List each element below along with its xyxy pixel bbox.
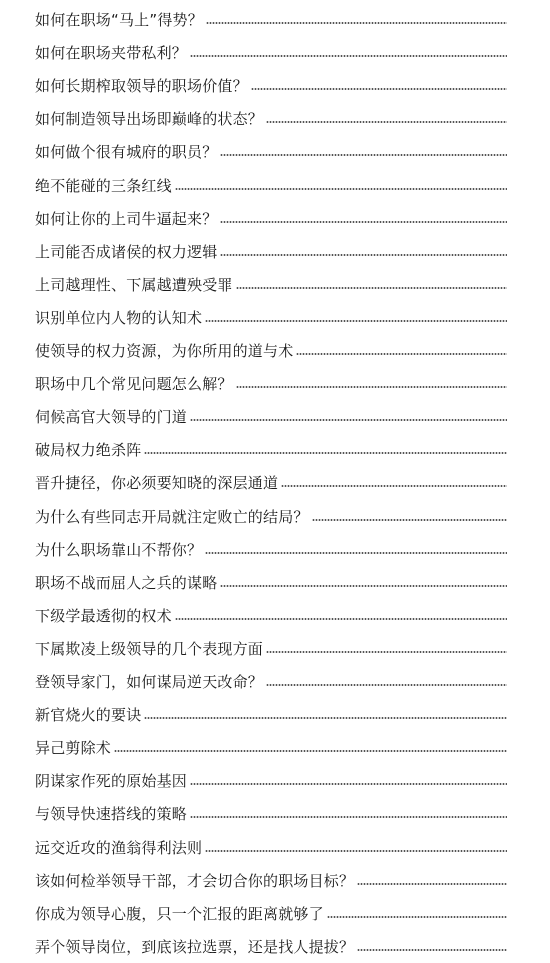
toc-entry[interactable] (35, 900, 507, 924)
entry-title: 异己剪除术 (35, 739, 112, 758)
entry-title: 阴谋家作死的原始基因 (35, 772, 188, 791)
dot-leader (357, 882, 507, 886)
entry-title: 为什么有些同志开局就注定败亡的结局？ (35, 507, 309, 526)
toc-entry[interactable] (35, 6, 507, 30)
dot-leader (144, 716, 507, 720)
dot-leader (236, 385, 507, 389)
toc-entry[interactable] (35, 503, 507, 527)
entry-title: 识别单位内人物的认知术 (35, 308, 203, 327)
toc-entry[interactable] (35, 271, 507, 295)
dot-leader (175, 617, 507, 621)
entry-title: 远交近攻的渔翁得利法则 (35, 838, 203, 857)
toc-entry[interactable] (35, 569, 507, 593)
toc-entry[interactable] (35, 39, 507, 63)
dot-leader (205, 551, 507, 555)
dot-leader (236, 286, 507, 290)
dot-leader (220, 220, 507, 224)
toc-entry[interactable] (35, 800, 507, 824)
dot-leader (190, 782, 507, 786)
toc-entry[interactable] (35, 668, 507, 692)
entry-title: 职场中几个常见问题怎么解？ (35, 375, 233, 394)
entry-title: 下级学最透彻的权术 (35, 606, 172, 625)
entry-title: 职场不战而屈人之兵的谋略 (35, 573, 218, 592)
toc-entry[interactable] (35, 635, 507, 659)
dot-leader (220, 253, 507, 257)
toc-entry[interactable] (35, 138, 507, 162)
toc-entry[interactable] (35, 867, 507, 891)
dot-leader (114, 749, 507, 753)
toc-entry[interactable] (35, 602, 507, 626)
entry-title: 你成为领导心腹，只一个汇报的距离就够了 (35, 904, 324, 923)
dot-leader (312, 518, 507, 522)
entry-title: 如何在职场夹带私利？ (35, 44, 188, 63)
entry-title: 如何长期榨取领导的职场价值？ (35, 77, 248, 96)
dot-leader (266, 120, 507, 124)
toc-entry[interactable] (35, 734, 507, 758)
entry-title: 与领导快速搭线的策略 (35, 805, 188, 824)
entry-title: 破局权力绝杀阵 (35, 441, 142, 460)
entry-title: 晋升捷径，你必须要知晓的深层通道 (35, 474, 279, 493)
toc-entry[interactable] (35, 304, 507, 328)
toc-entry[interactable] (35, 105, 507, 129)
dot-leader (205, 849, 507, 853)
dot-leader (266, 650, 507, 654)
entry-title: 上司能否成诸侯的权力逻辑 (35, 242, 218, 261)
entry-title: 如何做个很有城府的职员？ (35, 143, 218, 162)
toc-entry[interactable] (35, 436, 507, 460)
dot-leader (175, 187, 507, 191)
dot-leader (190, 815, 507, 819)
dot-leader (206, 21, 507, 25)
entry-title: 该如何检举领导干部，才会切合你的职场目标？ (35, 871, 355, 890)
entry-title: 如何让你的上司牛逼起来？ (35, 209, 218, 228)
toc-entry[interactable] (35, 337, 507, 361)
toc-entry[interactable] (35, 238, 507, 262)
toc-entry[interactable] (35, 370, 507, 394)
dot-leader (205, 319, 507, 323)
toc-entry[interactable] (35, 767, 507, 791)
dot-leader (220, 584, 507, 588)
toc-entry[interactable] (35, 205, 507, 229)
entry-title: 如何制造领导出场即巅峰的状态？ (35, 110, 264, 129)
toc-entry[interactable] (35, 701, 507, 725)
toc-entry[interactable] (35, 933, 507, 957)
dot-leader (251, 87, 507, 91)
entry-title: 伺候高官大领导的门道 (35, 408, 188, 427)
toc-entry[interactable] (35, 834, 507, 858)
dot-leader (281, 484, 507, 488)
entry-title: 新官烧火的要诀 (35, 706, 142, 725)
entry-title: 登领导家门，如何谋局逆天改命？ (35, 673, 264, 691)
entry-title: 使领导的权力资源，为你所用的道与术 (35, 342, 294, 360)
dot-leader (327, 915, 507, 919)
dot-leader (266, 683, 507, 687)
entry-title: 为什么职场靠山不帮你？ (35, 540, 203, 559)
toc-entry[interactable] (35, 536, 507, 560)
dot-leader (296, 352, 507, 356)
entry-title: 弄个领导岗位，到底该拉选票，还是找人提拔？ (35, 937, 355, 956)
dot-leader (220, 153, 507, 157)
dot-leader (144, 451, 507, 455)
dot-leader (190, 418, 507, 422)
dot-leader (190, 54, 507, 58)
entry-title: 如何在职场“马上”得势？ (35, 11, 203, 29)
entry-title: 绝不能碰的三条红线 (35, 176, 172, 195)
toc-entry[interactable] (35, 172, 507, 196)
dot-leader (357, 948, 507, 952)
toc-entry[interactable] (35, 469, 507, 493)
entry-title: 上司越理性、下属越遭殃受罪 (35, 275, 233, 294)
toc-entry[interactable] (35, 403, 507, 427)
toc-entry[interactable] (35, 72, 507, 96)
entry-title: 下属欺凌上级领导的几个表现方面 (35, 639, 264, 658)
